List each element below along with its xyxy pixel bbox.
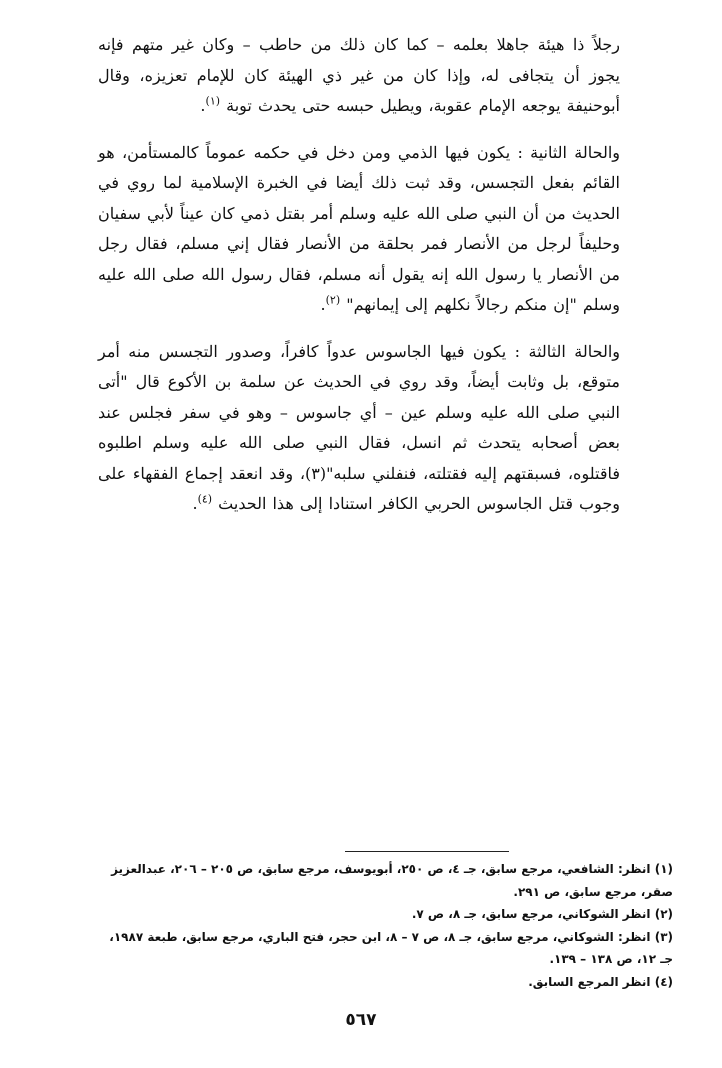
main-text-block: [98, 30, 620, 536]
footnote-item: (١) انظر: الشافعي، مرجع سابق، جـ ٤، ص ٢٥٠، أبويوسف، مرجع سابق، ص ٢٠٥ – ٢٠٦، عبدالعزيز صقر، مرجع سابق، ص ٢٩١.: [111, 862, 673, 899]
footnote-reference: (١): [205, 94, 221, 108]
footnotes-section: [98, 858, 673, 993]
paragraph-second-case: والحالة الثانية : يكون فيها الذمي ومن دخل في حكمه عموماً كالمستأمن، هو القائم بفعل التجسس، وقد ثبت ذلك أيضا في الخبرة الإسلامية لما روي في الحديث من أن النبي صلى الله عليه وسلم أمر بقتل ذمي كان عيناً لأبي سفيان وحليفاً لرجل من الأنصار فمر بحلقة من الأنصار فقال إني مسلم، فقال رجل من الأنصار يا رسول الله إنه يقول أنه مسلم، فقال رسول الله صلى الله عليه وسلم "إن منكم رجالاً نكلهم إلى إيمانهم" $^{(٢)}$.: [98, 142, 620, 314]
page-number: ٥٦٧: [345, 1010, 377, 1030]
footnote-item: (٢) انظر الشوكاني، مرجع سابق، جـ ٨، ص ٧.: [411, 907, 673, 921]
paragraph-case-continuation: رجلاً ذا هيئة جاهلا بعلمه – كما كان ذلك من حاطب – وكان غير متهم فإنه يجوز أن يتجافى له، وإذا كان من غير ذي الهيئة كان للإمام تعزيزه، وقال أبوحنيفة يوجعه الإمام عقوبة، ويطيل حبسه حتى يحدث توبة $^{(١)}$.: [98, 35, 620, 115]
footnote-reference: (٤): [197, 492, 213, 506]
paragraph-text: رجلاً ذا هيئة جاهلا بعلمه – كما كان ذلك من حاطب – وكان غير متهم فإنه يجوز أن يتجافى له، وإذا كان من غير ذي الهيئة كان للإمام تعزيزه، وقال أبوحنيفة يوجعه الإمام عقوبة، ويطيل حبسه حتى يحدث توبة: [98, 35, 620, 115]
paragraph-text: والحالة الثانية : يكون فيها الذمي ومن دخل في حكمه عموماً كالمستأمن، هو القائم بفعل التجسس، وقد ثبت ذلك أيضا في الخبرة الإسلامية لما روي في الحديث من أن النبي صلى الله عليه وسلم أمر بقتل ذمي كان عيناً لأبي سفيان وحليفاً لرجل من الأنصار فمر بحلقة من الأنصار فقال إني مسلم، فقال رجل من الأنصار يا رسول الله إنه يقول أنه مسلم، فقال رسول الله صلى الله عليه وسلم "إن منكم رجالاً نكلهم إلى إيمانهم": [98, 142, 620, 314]
footnote-reference: (٢): [325, 293, 341, 307]
paragraph-text: والحالة الثالثة : يكون فيها الجاسوس عدواً كافراً، وصدور التجسس منه أمر متوقع، بل وثابت أيضاً، وقد روي في الحديث عن سلمة بن الأكوع قال "أتى النبي صلى الله عليه وسلم عين – أي جاسوس – وهو في سفر فجلس عند بعض أصحابه يتحدث ثم انسل، فقال النبي صلى الله عليه وسلم اطلبوه فاقتلوه، فسبقتهم إليه فقتلته، فنفلني سلبه"(٣)، وقد انعقد إجماع الفقهاء على وجوب قتل الجاسوس الحربي الكافر استنادا إلى هذا الحديث: [98, 341, 621, 513]
footnote-item: (٤) انظر المرجع السابق.: [528, 974, 673, 989]
footnote-divider: [345, 851, 509, 852]
footnote-item: (٣) انظر: الشوكاني، مرجع سابق، جـ ٨، ص ٧ – ٨، ابن حجر، فتح الباري، مرجع سابق، طبعة ١٩٨٧، جـ ١٢، ص ١٣٨ – ١٣٩.: [109, 929, 673, 966]
paragraph-third-case: والحالة الثالثة : يكون فيها الجاسوس عدواً كافراً، وصدور التجسس منه أمر متوقع، بل وثابت أيضاً، وقد روي في الحديث عن سلمة بن الأكوع قال "أتى النبي صلى الله عليه وسلم عين – أي جاسوس – وهو في سفر فجلس عند بعض أصحابه يتحدث ثم انسل، فقال النبي صلى الله عليه وسلم اطلبوه فاقتلوه، فسبقتهم إليه فقتلته، فنفلني سلبه"(٣)، وقد انعقد إجماع الفقهاء على وجوب قتل الجاسوس الحربي الكافر استنادا إلى هذا الحديث $^{(٤)}$.: [98, 341, 621, 513]
